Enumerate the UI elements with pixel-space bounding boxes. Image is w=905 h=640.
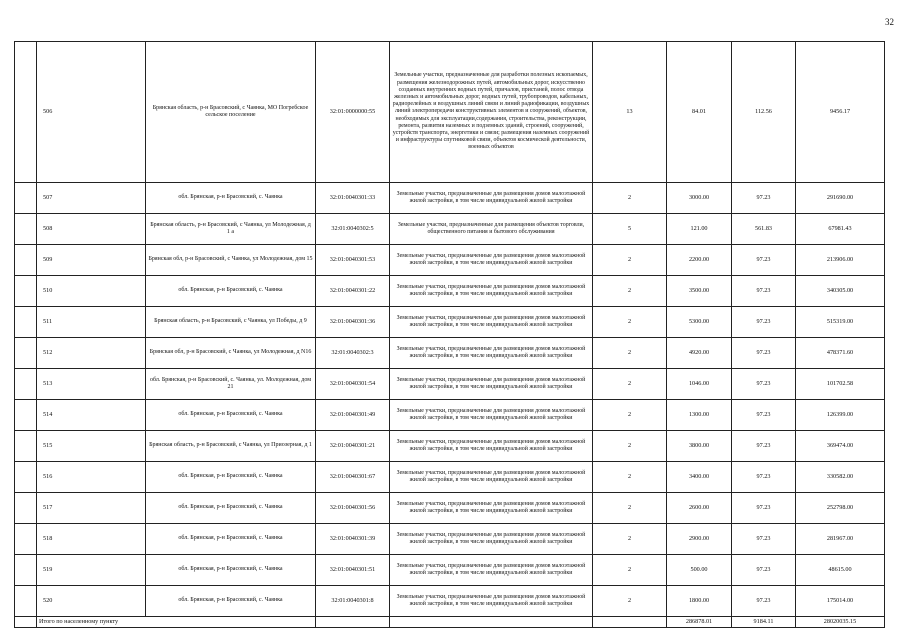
row-cadastral-value: 291690.00 [796, 183, 885, 214]
page-number: 32 [885, 17, 894, 27]
row-cadastral-number: 32:01:0040301:39 [316, 524, 390, 555]
total-marker-cell [15, 617, 37, 628]
row-cadastral-number: 32:01:0040301:67 [316, 462, 390, 493]
row-cadastral-value: 369474.00 [796, 431, 885, 462]
row-category: 2 [593, 245, 667, 276]
row-rate: 112.56 [732, 42, 796, 183]
land-registry-table [14, 41, 885, 628]
row-area: 2900.00 [667, 524, 732, 555]
row-permitted-use: Земельные участки, предназначенные для размещения домов малоэтажной жилой застройки, в том числе индивидуальной жилой застройки [390, 493, 593, 524]
row-number: 510 [37, 276, 146, 307]
row-number: 511 [37, 307, 146, 338]
row-marker-cell [15, 42, 37, 183]
row-permitted-use: Земельные участки, предназначенные для размещения домов малоэтажной жилой застройки, в том числе индивидуальной жилой застройки [390, 183, 593, 214]
row-number: 518 [37, 524, 146, 555]
row-cadastral-value: 330582.00 [796, 462, 885, 493]
row-permitted-use: Земельные участки, предназначенные для размещения домов малоэтажной жилой застройки, в том числе индивидуальной жилой застройки [390, 462, 593, 493]
table-row [15, 431, 885, 462]
row-permitted-use: Земельные участки, предназначенные для размещения домов малоэтажной жилой застройки, в том числе индивидуальной жилой застройки [390, 307, 593, 338]
row-area: 1046.00 [667, 369, 732, 400]
row-number: 506 [37, 42, 146, 183]
row-category: 2 [593, 431, 667, 462]
row-cadastral-number: 32:01:0040301:8 [316, 586, 390, 617]
row-rate: 97.23 [732, 369, 796, 400]
row-category: 2 [593, 555, 667, 586]
row-address: Брянская область, р-н Брасовский, с Чаянка, ул Приозерная, д 1 [146, 431, 316, 462]
row-rate: 97.23 [732, 524, 796, 555]
row-cadastral-value: 126399.00 [796, 400, 885, 431]
row-address: Брянская область, р-н Брасовский, с Чаянка, ул Победы, д 9 [146, 307, 316, 338]
row-address: обл. Брянская, р-н Брасовский, с. Чаянка [146, 462, 316, 493]
row-category: 2 [593, 307, 667, 338]
row-rate: 97.23 [732, 493, 796, 524]
row-area: 84.01 [667, 42, 732, 183]
row-address: обл. Брянская, р-н Брасовский, с. Чаянка [146, 555, 316, 586]
row-cadastral-value: 67981.43 [796, 214, 885, 245]
table-row [15, 245, 885, 276]
row-cadastral-value: 478371.60 [796, 338, 885, 369]
total-row [15, 617, 885, 628]
row-area: 2200.00 [667, 245, 732, 276]
row-marker-cell [15, 307, 37, 338]
row-permitted-use: Земельные участки, предназначенные для размещения домов малоэтажной жилой застройки, в том числе индивидуальной жилой застройки [390, 431, 593, 462]
row-area: 1800.00 [667, 586, 732, 617]
row-number: 517 [37, 493, 146, 524]
row-cadastral-value: 281967.00 [796, 524, 885, 555]
row-cadastral-number: 32:01:0040301:22 [316, 276, 390, 307]
table-row [15, 524, 885, 555]
row-number: 509 [37, 245, 146, 276]
row-marker-cell [15, 555, 37, 586]
row-number: 513 [37, 369, 146, 400]
row-cadastral-value: 175014.00 [796, 586, 885, 617]
row-category: 2 [593, 524, 667, 555]
row-address: обл. Брянская, р-н Брасовский, с. Чаянка [146, 586, 316, 617]
table-row [15, 338, 885, 369]
total-empty-category [593, 617, 667, 628]
row-number: 508 [37, 214, 146, 245]
row-permitted-use: Земельные участки, предназначенные для размещения домов малоэтажной жилой застройки, в том числе индивидуальной жилой застройки [390, 586, 593, 617]
row-marker-cell [15, 276, 37, 307]
row-cadastral-number: 32:01:0040301:56 [316, 493, 390, 524]
row-address: обл. Брянская, р-н Брасовский, с. Чаянка [146, 183, 316, 214]
row-rate: 97.23 [732, 400, 796, 431]
row-area: 1300.00 [667, 400, 732, 431]
row-cadastral-number: 32:01:0040301:51 [316, 555, 390, 586]
row-number: 514 [37, 400, 146, 431]
row-address: Брянская обл, р-н Брасовский, с Чаянка, ул Молодежная, дом 15 [146, 245, 316, 276]
row-address: Брянская область, р-н Брасовский, с Чаянка, ул Молодежная, д 1 а [146, 214, 316, 245]
row-area: 121.00 [667, 214, 732, 245]
row-cadastral-number: 32:01:0040301:33 [316, 183, 390, 214]
row-marker-cell [15, 524, 37, 555]
row-permitted-use: Земельные участки, предназначенные для размещения домов малоэтажной жилой застройки, в том числе индивидуальной жилой застройки [390, 369, 593, 400]
table-row [15, 276, 885, 307]
row-marker-cell [15, 338, 37, 369]
row-address: Брянская обл, р-н Брасовский, с Чаянка, ул Молодежная, д N16 [146, 338, 316, 369]
row-category: 13 [593, 42, 667, 183]
row-category: 2 [593, 276, 667, 307]
row-number: 512 [37, 338, 146, 369]
row-cadastral-number: 32:01:0040301:54 [316, 369, 390, 400]
row-area: 2600.00 [667, 493, 732, 524]
row-area: 5300.00 [667, 307, 732, 338]
row-cadastral-number: 32:01:0040301:49 [316, 400, 390, 431]
row-permitted-use: Земельные участки, предназначенные для размещения домов малоэтажной жилой застройки, в том числе индивидуальной жилой застройки [390, 524, 593, 555]
table-row [15, 555, 885, 586]
row-area: 3400.00 [667, 462, 732, 493]
table-row [15, 586, 885, 617]
row-permitted-use: Земельные участки, предназначенные для размещения домов малоэтажной жилой застройки, в том числе индивидуальной жилой застройки [390, 400, 593, 431]
table-row [15, 307, 885, 338]
row-category: 2 [593, 493, 667, 524]
row-cadastral-value: 9456.17 [796, 42, 885, 183]
row-category: 2 [593, 586, 667, 617]
row-address: Брянская область, р-н Брасовский, с Чаянка, МО Погребское сельское поселение [146, 42, 316, 183]
row-marker-cell [15, 245, 37, 276]
row-marker-cell [15, 493, 37, 524]
total-label: Итого по населенному пункту [37, 617, 316, 628]
row-marker-cell [15, 431, 37, 462]
row-rate: 97.23 [732, 245, 796, 276]
row-number: 515 [37, 431, 146, 462]
table-row [15, 493, 885, 524]
row-area: 3500.00 [667, 276, 732, 307]
row-category: 5 [593, 214, 667, 245]
row-cadastral-value: 515319.00 [796, 307, 885, 338]
row-marker-cell [15, 400, 37, 431]
row-cadastral-number: 32:01:0040301:36 [316, 307, 390, 338]
row-address: обл. Брянская, р-н Брасовский, с. Чаянка, ул. Молодежная, дом 21 [146, 369, 316, 400]
table-row [15, 462, 885, 493]
row-rate: 97.23 [732, 431, 796, 462]
row-category: 2 [593, 183, 667, 214]
row-cadastral-number: 32:01:0040302:3 [316, 338, 390, 369]
row-cadastral-number: 32:01:0040301:53 [316, 245, 390, 276]
row-rate: 97.23 [732, 462, 796, 493]
row-marker-cell [15, 214, 37, 245]
row-rate: 97.23 [732, 276, 796, 307]
total-area: 286878.01 [667, 617, 732, 628]
row-permitted-use: Земельные участки, предназначенные для размещения домов малоэтажной жилой застройки, в том числе индивидуальной жилой застройки [390, 555, 593, 586]
table-row [15, 42, 885, 183]
row-number: 520 [37, 586, 146, 617]
row-rate: 97.23 [732, 586, 796, 617]
row-address: обл. Брянская, р-н Брасовский, с. Чаянка [146, 400, 316, 431]
row-cadastral-value: 101702.58 [796, 369, 885, 400]
row-rate: 561.83 [732, 214, 796, 245]
total-cadastral-value: 28020035.15 [796, 617, 885, 628]
row-cadastral-value: 252798.00 [796, 493, 885, 524]
row-area: 3800.00 [667, 431, 732, 462]
table-row [15, 183, 885, 214]
row-permitted-use: Земельные участки, предназначенные для размещения домов малоэтажной жилой застройки, в том числе индивидуальной жилой застройки [390, 245, 593, 276]
row-category: 2 [593, 400, 667, 431]
row-address: обл. Брянская, р-н Брасовский, с. Чаянка [146, 493, 316, 524]
row-cadastral-value: 48615.00 [796, 555, 885, 586]
row-number: 519 [37, 555, 146, 586]
total-empty-use [390, 617, 593, 628]
row-rate: 97.23 [732, 338, 796, 369]
row-cadastral-value: 340305.00 [796, 276, 885, 307]
row-number: 516 [37, 462, 146, 493]
row-category: 2 [593, 462, 667, 493]
table-row [15, 214, 885, 245]
row-category: 2 [593, 369, 667, 400]
table-row [15, 369, 885, 400]
row-area: 4920.00 [667, 338, 732, 369]
row-marker-cell [15, 586, 37, 617]
row-marker-cell [15, 462, 37, 493]
row-number: 507 [37, 183, 146, 214]
row-rate: 97.23 [732, 307, 796, 338]
row-cadastral-number: 32:01:0040301:21 [316, 431, 390, 462]
row-permitted-use: Земельные участки, предназначенные для размещения домов малоэтажной жилой застройки, в том числе индивидуальной жилой застройки [390, 276, 593, 307]
row-permitted-use: Земельные участки, предназначенные для размещения объектов торговли, общественного питания и бытового обслуживания [390, 214, 593, 245]
table-row [15, 400, 885, 431]
row-cadastral-value: 213906.00 [796, 245, 885, 276]
row-address: обл. Брянская, р-н Брасовский, с. Чаянка [146, 276, 316, 307]
row-marker-cell [15, 369, 37, 400]
row-permitted-use: Земельные участки, предназначенные для разработки полезных ископаемых, размещения железнодорожных путей, автомобильных дорог, искусственно созданных внутренних водных путей, причалов, пристаней, полос отвода железных и автомобильных дорог, водных путей, трубопроводов, кабельных, радиорелейных и воздушных линий связи и линий радиофикации, воздушных линий электропередачи конструктивных элементов и сооружений, объектов, необходимых для эксплуатации,содержания, строительства, реконструкции, ремонта, развития наземных и подземных зданий, строений, сооружений, устройств транспорта, энергетики и связи; размещения наземных сооружений и инфраструктуры спутниковой связи, объектов космической деятельности, военных объектов [390, 42, 593, 183]
total-empty-cadastral [316, 617, 390, 628]
row-cadastral-number: 32:01:0040302:5 [316, 214, 390, 245]
total-rate: 9184.11 [732, 617, 796, 628]
row-address: обл. Брянская, р-н Брасовский, с. Чаянка [146, 524, 316, 555]
row-marker-cell [15, 183, 37, 214]
row-rate: 97.23 [732, 183, 796, 214]
row-area: 3000.00 [667, 183, 732, 214]
row-cadastral-number: 32:01:0000000:55 [316, 42, 390, 183]
row-rate: 97.23 [732, 555, 796, 586]
row-permitted-use: Земельные участки, предназначенные для размещения домов малоэтажной жилой застройки, в том числе индивидуальной жилой застройки [390, 338, 593, 369]
row-area: 500.00 [667, 555, 732, 586]
row-category: 2 [593, 338, 667, 369]
